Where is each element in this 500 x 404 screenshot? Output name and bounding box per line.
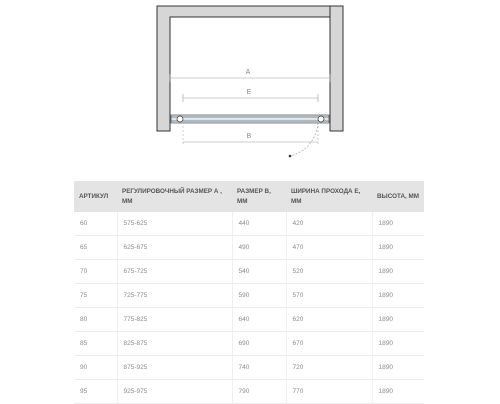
dimension-b: [183, 126, 318, 146]
door-swing-arc: [290, 123, 318, 156]
cell-article: 70: [74, 260, 117, 284]
cell-adjust-size-a: 775-825: [117, 308, 232, 332]
cell-passage-width-e: 770: [286, 380, 372, 404]
table-row: [74, 236, 424, 260]
wall-right: [330, 6, 343, 131]
shower-door-diagram: [0, 0, 500, 180]
cell-passage-width-e: 620: [286, 308, 372, 332]
dimension-e: [183, 89, 318, 102]
table-row: [74, 332, 424, 356]
cell-size-b: 440: [232, 212, 286, 236]
cell-article: 60: [74, 212, 117, 236]
header-size-b: РАЗМЕР В, ММ: [232, 181, 286, 212]
cell-adjust-size-a: 675-725: [117, 260, 232, 284]
header-article: АРТИКУЛ: [74, 181, 117, 212]
cell-size-b: 640: [232, 308, 286, 332]
cell-passage-width-e: 520: [286, 260, 372, 284]
header-passage-width-e: ШИРИНА ПРОХОДА Е, ММ: [286, 181, 372, 212]
cell-height: 1890: [372, 236, 424, 260]
cell-size-b: 490: [232, 236, 286, 260]
left-hinge-icon: [177, 116, 183, 122]
cell-size-b: 790: [232, 380, 286, 404]
cell-adjust-size-a: 825-875: [117, 332, 232, 356]
cell-passage-width-e: 570: [286, 284, 372, 308]
door-profile: [171, 115, 329, 123]
cell-height: 1890: [372, 260, 424, 284]
cell-article: 75: [74, 284, 117, 308]
right-hinge-icon: [318, 116, 324, 122]
cell-article: 95: [74, 380, 117, 404]
cell-passage-width-e: 670: [286, 332, 372, 356]
cell-size-b: 590: [232, 284, 286, 308]
cell-height: 1890: [372, 212, 424, 236]
cell-passage-width-e: 420: [286, 212, 372, 236]
table-row: [74, 356, 424, 380]
cell-article: 85: [74, 332, 117, 356]
header-adjust-size-a: РЕГУЛИРОВОЧНЫЙ РАЗМЕР А , ММ: [117, 181, 232, 212]
sizes-table: [74, 181, 424, 404]
table-row: [74, 308, 424, 332]
cell-adjust-size-a: 625-675: [117, 236, 232, 260]
dimension-e-label: E: [246, 89, 252, 96]
cell-article: 80: [74, 308, 117, 332]
cell-size-b: 740: [232, 356, 286, 380]
cell-adjust-size-a: 875-925: [117, 356, 232, 380]
cell-article: 90: [74, 356, 117, 380]
cell-height: 1890: [372, 308, 424, 332]
dimension-a: [170, 69, 330, 82]
header-height: ВЫСОТА, ММ: [372, 181, 424, 212]
cell-passage-width-e: 470: [286, 236, 372, 260]
cell-article: 65: [74, 236, 117, 260]
cell-adjust-size-a: 575-625: [117, 212, 232, 236]
dimension-b-label: B: [246, 133, 252, 140]
cell-size-b: 540: [232, 260, 286, 284]
cell-height: 1890: [372, 380, 424, 404]
cell-adjust-size-a: 925-975: [117, 380, 232, 404]
cell-size-b: 690: [232, 332, 286, 356]
table-row: [74, 260, 424, 284]
cell-adjust-size-a: 725-775: [117, 284, 232, 308]
cell-height: 1890: [372, 332, 424, 356]
table-row: [74, 284, 424, 308]
cell-passage-width-e: 720: [286, 356, 372, 380]
dimension-a-label: A: [245, 69, 251, 76]
swing-end-dot: [289, 155, 292, 158]
table-header-row: [74, 181, 424, 212]
cell-height: 1890: [372, 356, 424, 380]
table-row: [74, 212, 424, 236]
cell-height: 1890: [372, 284, 424, 308]
